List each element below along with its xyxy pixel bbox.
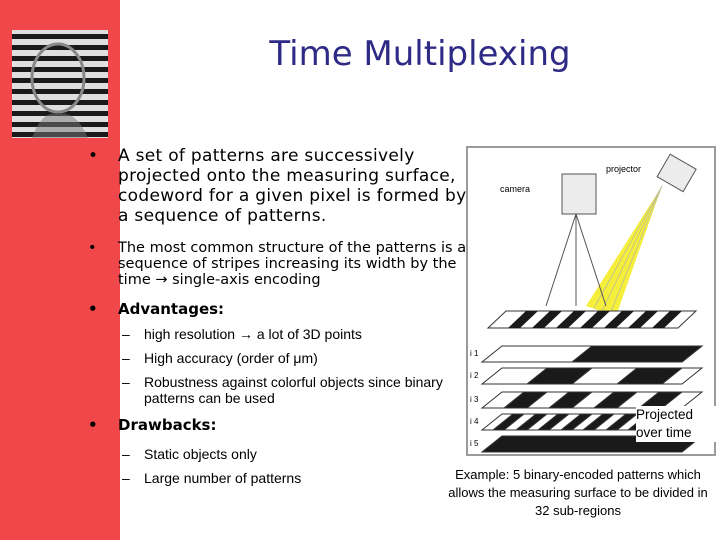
sub-item — [122, 470, 468, 486]
sub-item — [122, 350, 468, 366]
sub-dash: – — [122, 446, 130, 462]
diagram-caption: Example: 5 binary-encoded patterns which allows the measuring surface to be divided in 32 sub-regions — [448, 467, 708, 518]
sub-item — [122, 326, 468, 342]
sub-item — [122, 446, 468, 462]
bullet-text: The most common structure of the patterns is a sequence of stripes increasing its width by the time → single-axis encoding — [118, 240, 467, 288]
sub-dash: – — [122, 326, 130, 342]
sub-dash: – — [122, 374, 130, 390]
pattern-label-5: i 5 — [470, 439, 479, 448]
projected-text: Projected over time — [636, 407, 694, 440]
striped-face-photo — [12, 30, 108, 138]
projected-over-time-label — [636, 406, 716, 442]
sub-text: Large number of patterns — [144, 470, 302, 486]
pattern-label-1: i 1 — [470, 349, 479, 358]
bullet-text: A set of patterns are successively projected onto the measuring surface, codeword for a given pixel is formed by a sequence of patterns. — [118, 146, 467, 226]
pattern-label-3: i 3 — [470, 395, 479, 404]
sub-item — [122, 374, 468, 406]
sub-text: High accuracy (order of μm) — [144, 350, 318, 366]
sub-dash: – — [122, 470, 130, 486]
camera — [562, 174, 596, 214]
bullet-text: Advantages: — [118, 300, 225, 318]
pattern-label-4: i 4 — [470, 417, 479, 426]
bullet-text: Drawbacks: — [118, 416, 217, 434]
bullet-drawbacks — [88, 416, 468, 434]
sub-text: Static objects only — [144, 446, 257, 462]
projector-label: projector — [606, 164, 642, 174]
bullet-dot: • — [88, 146, 99, 166]
bullet-advantages — [88, 300, 468, 318]
slide-title: Time Multiplexing — [269, 34, 571, 74]
bullet-dot: • — [88, 240, 97, 256]
sub-dash: – — [122, 350, 130, 366]
sub-text: high resolution → a lot of 3D points — [144, 326, 362, 342]
sub-text: Robustness against colorful objects since binary patterns can be used — [144, 374, 443, 406]
bullet-dot: • — [88, 416, 98, 434]
bullet-structure — [88, 240, 468, 288]
camera-label: camera — [500, 184, 531, 194]
pattern-label-2: i 2 — [470, 371, 479, 380]
bullet-patterns — [88, 146, 468, 226]
bullet-list — [88, 146, 468, 486]
bullet-dot: • — [88, 300, 98, 318]
